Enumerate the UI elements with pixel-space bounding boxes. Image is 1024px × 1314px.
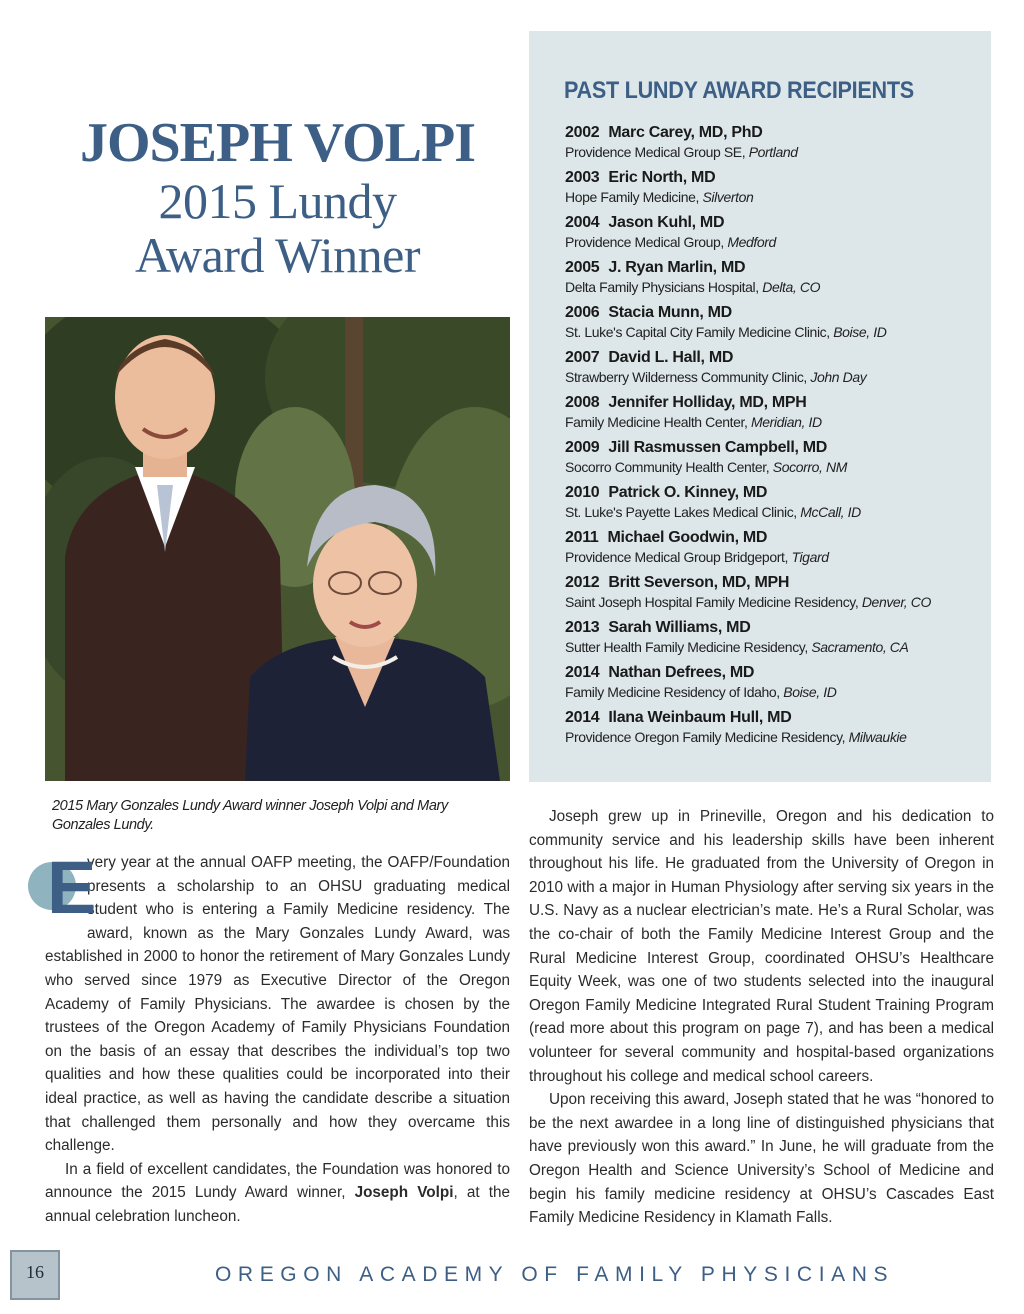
recipient-org: Sutter Health Family Medicine Residency, <box>565 639 812 655</box>
recipient-year: 2003 <box>565 169 600 186</box>
recipient-org: Providence Medical Group Bridgeport, <box>565 549 792 565</box>
recipient-item <box>565 708 985 753</box>
recipient-name: Ilana Weinbaum Hull, MD <box>608 709 792 726</box>
recipient-year: 2002 <box>565 124 600 141</box>
recipient-name: Jason Kuhl, MD <box>608 214 725 231</box>
headline-subtitle-line2: Award Winner <box>135 227 420 283</box>
recipient-location: Tigard <box>791 549 829 565</box>
paragraph-2-end: , at the annual celebration luncheon. <box>45 1184 510 1225</box>
recipient-org: St. Luke's Payette Lakes Medical Clinic, <box>565 504 801 520</box>
recipient-location: McCall, ID <box>800 504 861 520</box>
recipient-list <box>565 123 985 753</box>
recipient-item <box>565 528 985 573</box>
recipient-org: Family Medicine Residency of Idaho, <box>565 684 784 700</box>
sidebar-title: PAST LUNDY AWARD RECIPIENTS <box>564 77 914 104</box>
recipient-location: Boise, ID <box>833 324 887 340</box>
award-photo-illustration <box>45 317 510 781</box>
page-number: 16 <box>26 1262 44 1282</box>
recipient-name: Stacia Munn, MD <box>608 304 732 321</box>
body-paragraph-1 <box>45 846 510 1158</box>
recipient-year: 2007 <box>565 349 600 366</box>
recipient-org: Socorro Community Health Center, <box>565 459 773 475</box>
recipient-year: 2014 <box>565 664 600 681</box>
recipient-year: 2006 <box>565 304 600 321</box>
recipient-item <box>565 123 985 168</box>
recipient-item <box>565 168 985 213</box>
recipient-item <box>565 573 985 618</box>
recipient-org: Providence Oregon Family Medicine Residency, <box>565 729 849 745</box>
body-column-right <box>529 805 994 1230</box>
drop-cap <box>45 846 97 929</box>
recipient-org: Delta Family Physicians Hospital, <box>565 279 763 295</box>
recipient-year: 2009 <box>565 439 600 456</box>
recipient-name: J. Ryan Marlin, MD <box>608 259 746 276</box>
recipient-name: Jill Rasmussen Campbell, MD <box>608 439 828 456</box>
recipient-location: Portland <box>748 144 798 160</box>
body-paragraph-4: Upon receiving this award, Joseph stated that he was “honored to be the next awardee in a long line of distinguished physicians that have previously won this award.” In June, he will graduate from the Oregon Health and Science University’s School of Medicine and begin his family medicine residency at OHSU’s Cascades East Family Medicine Residency in Klamath Falls. <box>529 1091 994 1227</box>
recipient-name: Sarah Williams, MD <box>608 619 751 636</box>
recipient-item <box>565 213 985 258</box>
past-recipients-sidebar <box>529 31 991 782</box>
recipient-org: Strawberry Wilderness Community Clinic, <box>565 369 811 385</box>
recipient-org: Providence Medical Group SE, <box>565 144 749 160</box>
article-headline <box>45 112 510 282</box>
recipient-location: Socorro, NM <box>772 459 847 475</box>
recipient-name: Michael Goodwin, MD <box>607 529 768 546</box>
recipient-org: Saint Joseph Hospital Family Medicine Residency, <box>565 594 862 610</box>
recipient-location: Silverton <box>702 189 754 205</box>
recipient-item <box>565 483 985 528</box>
recipient-location: Delta, CO <box>762 279 821 295</box>
headline-name: JOSEPH VOLPI <box>79 112 476 174</box>
recipient-year: 2008 <box>565 394 600 411</box>
recipient-org: Family Medicine Health Center, <box>565 414 752 430</box>
recipient-year: 2011 <box>565 529 599 546</box>
body-column-left <box>45 846 510 1229</box>
paragraph-1-text: very year at the annual OAFP meeting, the OAFP/Foundation presents a scholarship to an OHSU graduating medical student who is entering a Family Medicine residency. The award, known as the Mary Gonzales Lundy Award, was established in 2000 to honor the retirement of Mary Gonzales Lundy who served since 1979 as Executive Director of the Oregon Academy of Family Physicians. The awardee is chosen by the trustees of the Oregon Academy of Family Physicians Foundation on the basis of an essay that describes the individual’s top two qualities and how these qualities could be incorporated into their ideal practice, as well as having the candidate describe a situation that challenged them personally and how they overcame this challenge. <box>45 854 510 1155</box>
footer-organization: OREGON ACADEMY OF FAMILY PHYSICIANS <box>215 1263 895 1286</box>
award-photo <box>45 317 510 781</box>
recipient-org: St. Luke's Capital City Family Medicine Clinic, <box>565 324 834 340</box>
recipient-location: Meridian, ID <box>751 414 822 430</box>
recipient-name: Nathan Defrees, MD <box>608 664 755 681</box>
recipient-org: Providence Medical Group, <box>565 234 728 250</box>
recipient-name: Britt Severson, MD, MPH <box>608 574 790 591</box>
recipient-item <box>565 438 985 483</box>
recipient-year: 2014 <box>565 709 600 726</box>
recipient-location: Denver, CO <box>861 594 931 610</box>
recipient-year: 2005 <box>565 259 600 276</box>
recipient-item <box>565 393 985 438</box>
recipient-year: 2012 <box>565 574 600 591</box>
drop-cap-letter: E <box>47 846 97 929</box>
recipient-location: Boise, ID <box>783 684 837 700</box>
recipient-item <box>565 348 985 393</box>
recipient-item <box>565 303 985 348</box>
recipient-item <box>565 258 985 303</box>
recipient-location: Milwaukie <box>848 729 907 745</box>
recipient-name: David L. Hall, MD <box>608 349 734 366</box>
body-paragraph-3: Joseph grew up in Prineville, Oregon and his dedication to community service and his leadership skills have been inherent throughout his life. He graduated from the University of Oregon in 2010 with a major in Human Physiology after serving six years in the U.S. Navy as a nuclear electrician’s mate. He’s a Rural Scholar, was the co-chair of both the Family Medicine Interest Group and the Rural Medicine Interest Group, coordinated OHSU’s Healthcare Equity Week, was one of two students selected into the inaugural Oregon Family Medicine Integrated Rural Student Training Program (read more about this program on page 7), and has been a medical volunteer for several community and hospital-based organizations throughout his college and medical school careers. <box>529 808 994 1085</box>
recipient-location: Sacramento, CA <box>811 639 909 655</box>
recipient-org: Hope Family Medicine, <box>565 189 703 205</box>
recipient-year: 2010 <box>565 484 600 501</box>
body-paragraph-2 <box>45 1158 510 1229</box>
recipient-name: Eric North, MD <box>608 169 716 186</box>
recipient-name: Marc Carey, MD, PhD <box>608 124 763 141</box>
recipient-item <box>565 618 985 663</box>
recipient-year: 2004 <box>565 214 600 231</box>
recipient-location: Medford <box>727 234 776 250</box>
photo-caption: 2015 Mary Gonzales Lundy Award winner Joseph Volpi and Mary Gonzales Lundy. <box>52 798 448 833</box>
recipient-item <box>565 663 985 708</box>
recipient-name: Patrick O. Kinney, MD <box>608 484 768 501</box>
recipient-location: John Day <box>810 369 867 385</box>
recipient-year: 2013 <box>565 619 600 636</box>
winner-name-bold: Joseph Volpi <box>354 1184 454 1202</box>
headline-subtitle-line1: 2015 Lundy <box>158 173 397 229</box>
paragraph-2-text: In a field of excellent candidates, the Foundation was honored to announce the 2015 Lundy Award winner, <box>45 1160 510 1202</box>
recipient-name: Jennifer Holliday, MD, MPH <box>608 394 807 411</box>
